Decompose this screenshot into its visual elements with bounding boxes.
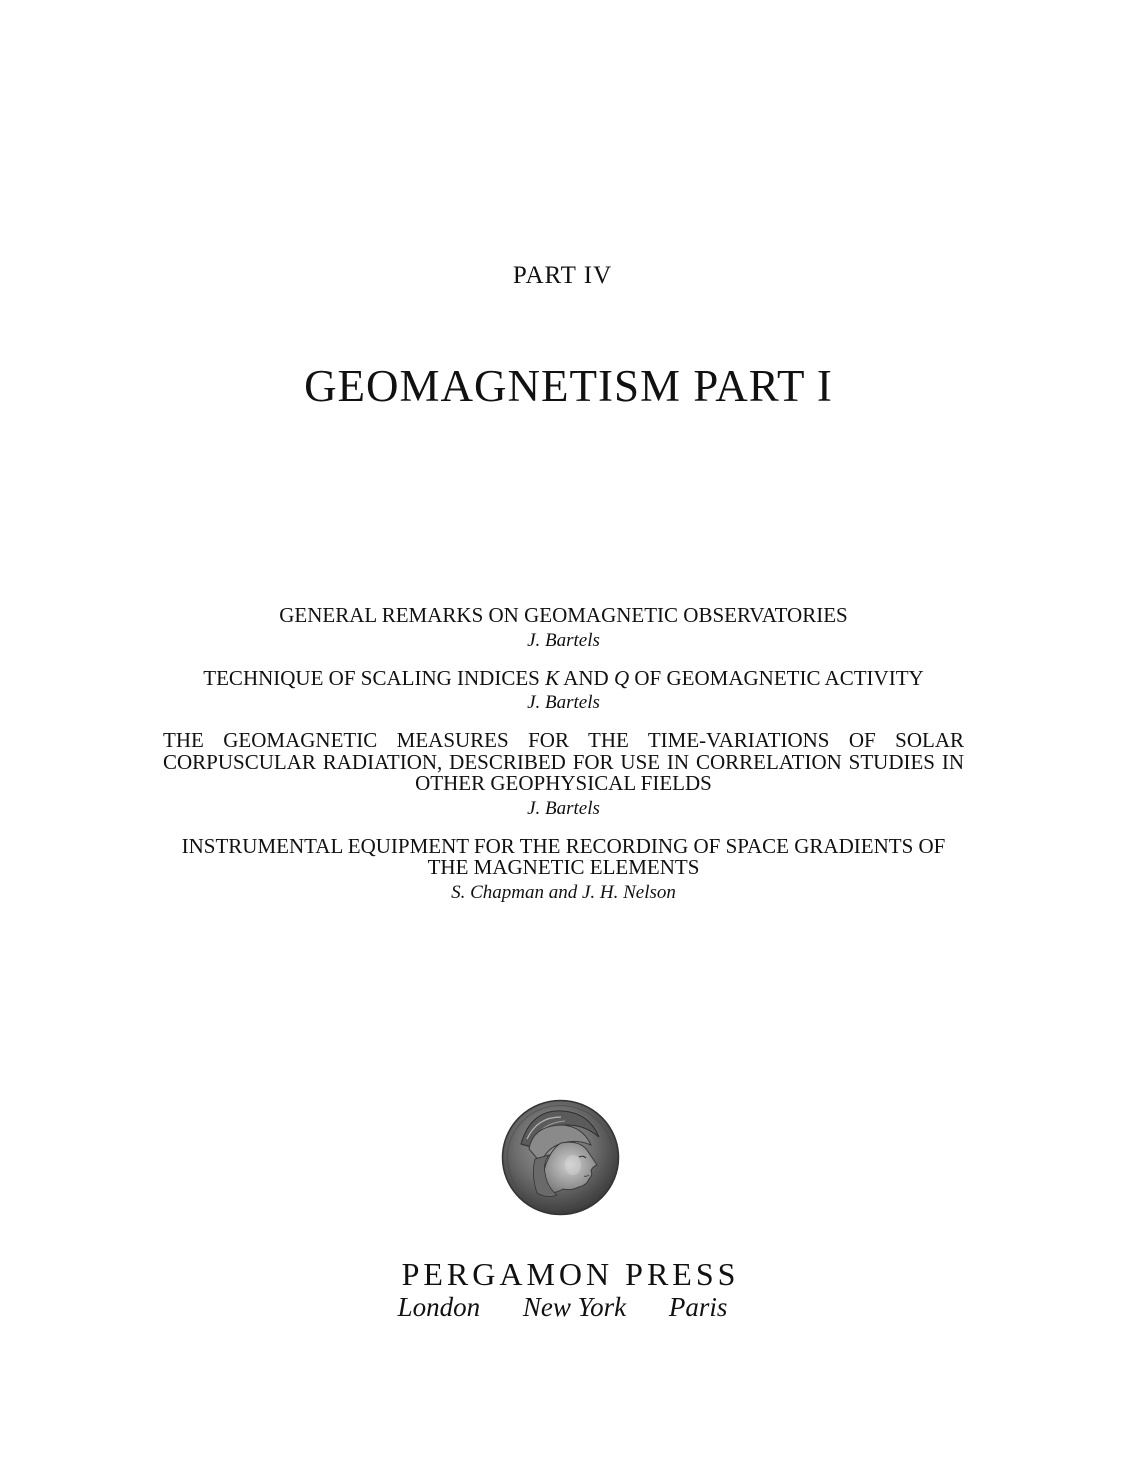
entry-author: J. Bartels: [527, 797, 600, 819]
entry-author: J. Bartels: [527, 692, 600, 713]
city-london: London: [397, 1292, 481, 1322]
entry-title: GENERAL REMARKS ON GEOMAGNETIC OBSERVATORIES: [279, 603, 848, 627]
contents-list: [163, 605, 964, 920]
page-title: GEOMAGNETISM PART I: [304, 361, 833, 411]
entry-title-text: AND: [559, 665, 614, 690]
entry-title: INSTRUMENTAL EQUIPMENT FOR THE RECORDING OF SPACE GRADIENTS OF THE MAGNETIC ELEMENTS: [181, 833, 946, 879]
publisher-cities: [0, 1292, 1125, 1323]
city-new-york: New York: [522, 1292, 627, 1322]
coin-helmeted-head-icon: [501, 1099, 620, 1216]
entry-title-text: OF GEOMAGNETIC ACTIVITY: [629, 665, 924, 690]
entry-title-k: K: [545, 665, 560, 690]
contents-entry: [163, 605, 964, 652]
entry-title: THE GEOMAGNETIC MEASURES FOR THE TIME-VARIATIONS OF SOLAR CORPUSCULAR RADIATION, DESCRIBED FOR USE IN CORRELATION STUDIES IN OTHER GEOPHYSICAL FIELDS: [163, 728, 964, 795]
entry-title: [163, 665, 964, 690]
publisher-name: PERGAMON PRESS: [401, 1256, 740, 1292]
entry-title-text: TECHNIQUE OF SCALING INDICES: [203, 665, 546, 690]
city-paris: Paris: [668, 1292, 728, 1322]
contents-entry: [163, 833, 964, 904]
entry-title-q: Q: [613, 665, 630, 690]
part-label: PART IV: [512, 262, 613, 289]
entry-author: S. Chapman and J. H. Nelson: [451, 881, 676, 903]
contents-entry: [163, 730, 964, 820]
entry-author: J. Bartels: [527, 629, 600, 651]
contents-entry: [163, 665, 964, 715]
